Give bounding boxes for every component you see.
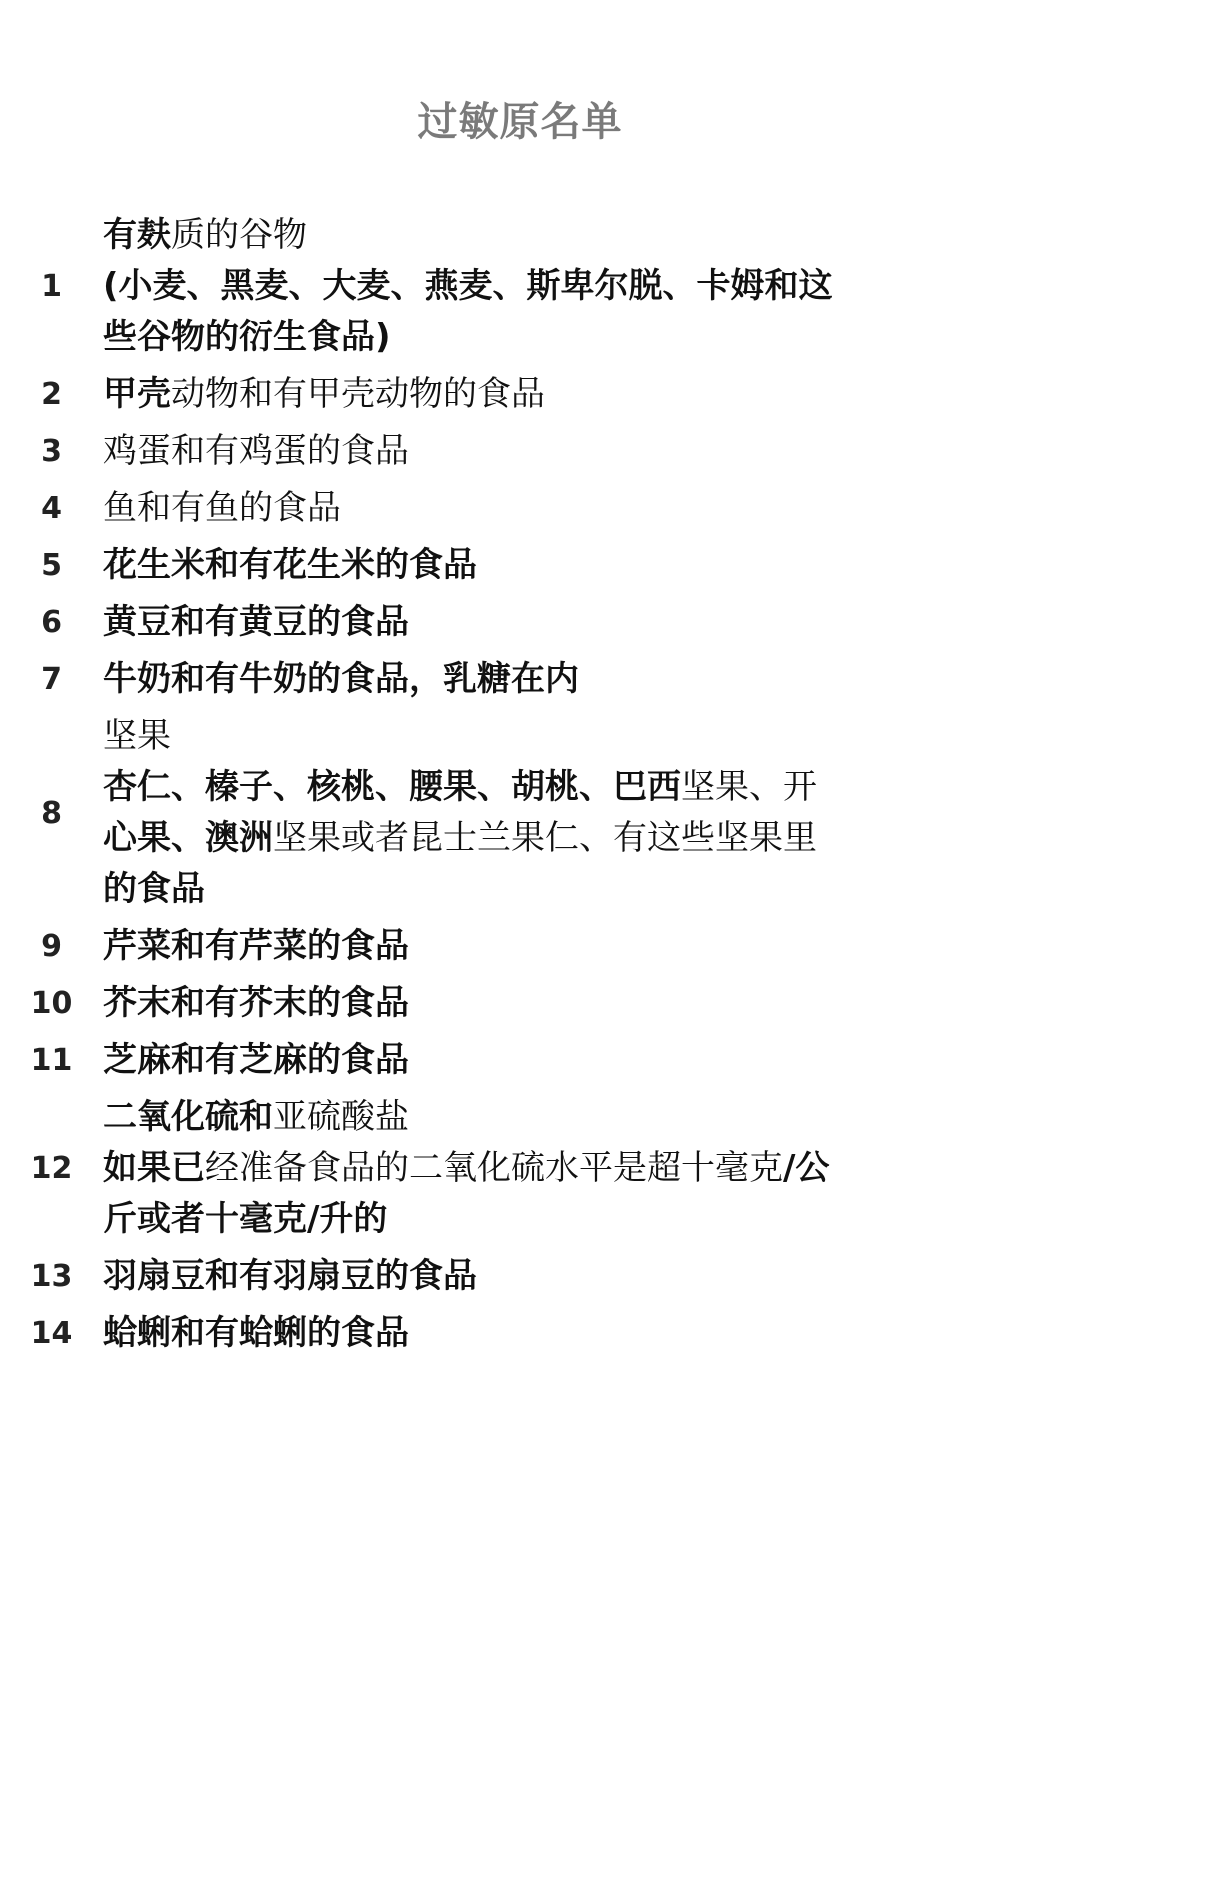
text-segment: /公 [783, 1148, 830, 1188]
description-line [103, 483, 943, 534]
allergen-number: 5 [41, 548, 62, 583]
allergen-number: 11 [30, 1043, 73, 1078]
allergen-description [103, 654, 943, 705]
description-line [103, 762, 943, 813]
description-line [103, 711, 943, 762]
description-line [103, 1308, 943, 1359]
text-segment: (小麦、黑麦、大麦、燕麦、斯卑尔脱、卡姆和这 [103, 266, 833, 306]
allergen-row [0, 426, 1000, 477]
description-line [103, 813, 943, 864]
allergen-description [103, 210, 943, 363]
text-segment: 坚果或者昆士兰果仁、有这些坚果里 [273, 818, 817, 858]
allergen-description [103, 1035, 943, 1086]
allergen-number: 7 [41, 662, 62, 697]
description-line [103, 1092, 943, 1143]
allergen-row [0, 1092, 1000, 1245]
description-line [103, 426, 943, 477]
text-segment: 如果已 [103, 1148, 205, 1188]
text-segment: 蛤蜊和有蛤蜊的食品 [103, 1313, 409, 1353]
allergen-description [103, 597, 943, 648]
text-segment: 羽扇豆和有羽扇豆的食品 [103, 1256, 477, 1296]
text-segment: 坚果 [103, 716, 171, 756]
description-line [103, 921, 943, 972]
allergen-row [0, 711, 1000, 915]
text-segment: 坚果、开 [681, 767, 817, 807]
allergen-number: 8 [41, 795, 62, 831]
text-segment: 亚硫酸盐 [273, 1097, 409, 1137]
allergen-number: 4 [41, 491, 62, 526]
text-segment: 牛奶和有牛奶的食品，乳糖在内 [103, 659, 579, 699]
description-line [103, 978, 943, 1029]
description-line [103, 654, 943, 705]
text-segment: 花生米和有花生米的食品 [103, 545, 477, 585]
allergen-description [103, 426, 943, 477]
allergen-description [103, 1251, 943, 1302]
allergen-row [0, 1035, 1000, 1086]
description-line [103, 540, 943, 591]
allergen-row [0, 483, 1000, 534]
description-line [103, 1194, 943, 1245]
text-segment: 二氧化硫和 [103, 1097, 273, 1137]
allergen-number: 14 [30, 1316, 73, 1351]
allergen-row [0, 921, 1000, 972]
text-segment: 有麸 [103, 215, 171, 255]
text-segment: 动物和有甲壳动物的食品 [171, 374, 545, 414]
text-segment: 鱼和有鱼的食品 [103, 488, 341, 528]
allergen-description [103, 1092, 943, 1245]
allergen-description [103, 978, 943, 1029]
allergen-number: 9 [41, 929, 62, 964]
allergen-description [103, 711, 943, 915]
page-title: 过敏原名单 [417, 99, 623, 145]
allergen-row [0, 1308, 1000, 1359]
description-line [103, 1143, 943, 1194]
text-segment: 斤或者十毫克/升的 [103, 1199, 388, 1239]
text-segment: 质的谷物 [171, 215, 307, 255]
allergen-row [0, 597, 1000, 648]
text-segment: 芹菜和有芹菜的食品 [103, 926, 409, 966]
description-line [103, 1035, 943, 1086]
allergen-row [0, 369, 1000, 420]
text-segment: 芝麻和有芝麻的食品 [103, 1040, 409, 1080]
text-segment: 杏仁、榛子、核桃、腰果、胡桃、巴西 [103, 767, 681, 807]
text-segment: 黄豆和有黄豆的食品 [103, 602, 409, 642]
text-segment: 鸡蛋和有鸡蛋的食品 [103, 431, 409, 471]
allergen-list [0, 210, 1000, 1365]
text-segment: 芥末和有芥末的食品 [103, 983, 409, 1023]
allergen-description [103, 1308, 943, 1359]
allergen-number: 13 [30, 1259, 73, 1294]
allergen-description [103, 921, 943, 972]
allergen-number: 12 [30, 1151, 73, 1186]
description-line [103, 312, 943, 363]
allergen-row [0, 210, 1000, 363]
description-line [103, 597, 943, 648]
description-line [103, 864, 943, 915]
allergen-number: 10 [30, 986, 73, 1021]
allergen-row [0, 540, 1000, 591]
allergen-number: 6 [41, 605, 62, 640]
allergen-row [0, 654, 1000, 705]
text-segment: 甲壳 [103, 374, 171, 414]
text-segment: 经准备食品的二氧化硫水平是超十毫克 [205, 1148, 783, 1188]
description-line [103, 1251, 943, 1302]
allergen-number: 1 [41, 269, 62, 304]
text-segment: 心果、澳洲 [103, 818, 273, 858]
allergen-row [0, 1251, 1000, 1302]
allergen-description [103, 540, 943, 591]
allergen-number: 2 [41, 377, 62, 412]
text-segment: 些谷物的衍生食品) [103, 317, 391, 357]
allergen-description [103, 483, 943, 534]
description-line [103, 261, 943, 312]
description-line [103, 210, 943, 261]
text-segment: 的食品 [103, 869, 205, 909]
allergen-description [103, 369, 943, 420]
description-line [103, 369, 943, 420]
allergen-row [0, 978, 1000, 1029]
allergen-number: 3 [41, 434, 62, 469]
